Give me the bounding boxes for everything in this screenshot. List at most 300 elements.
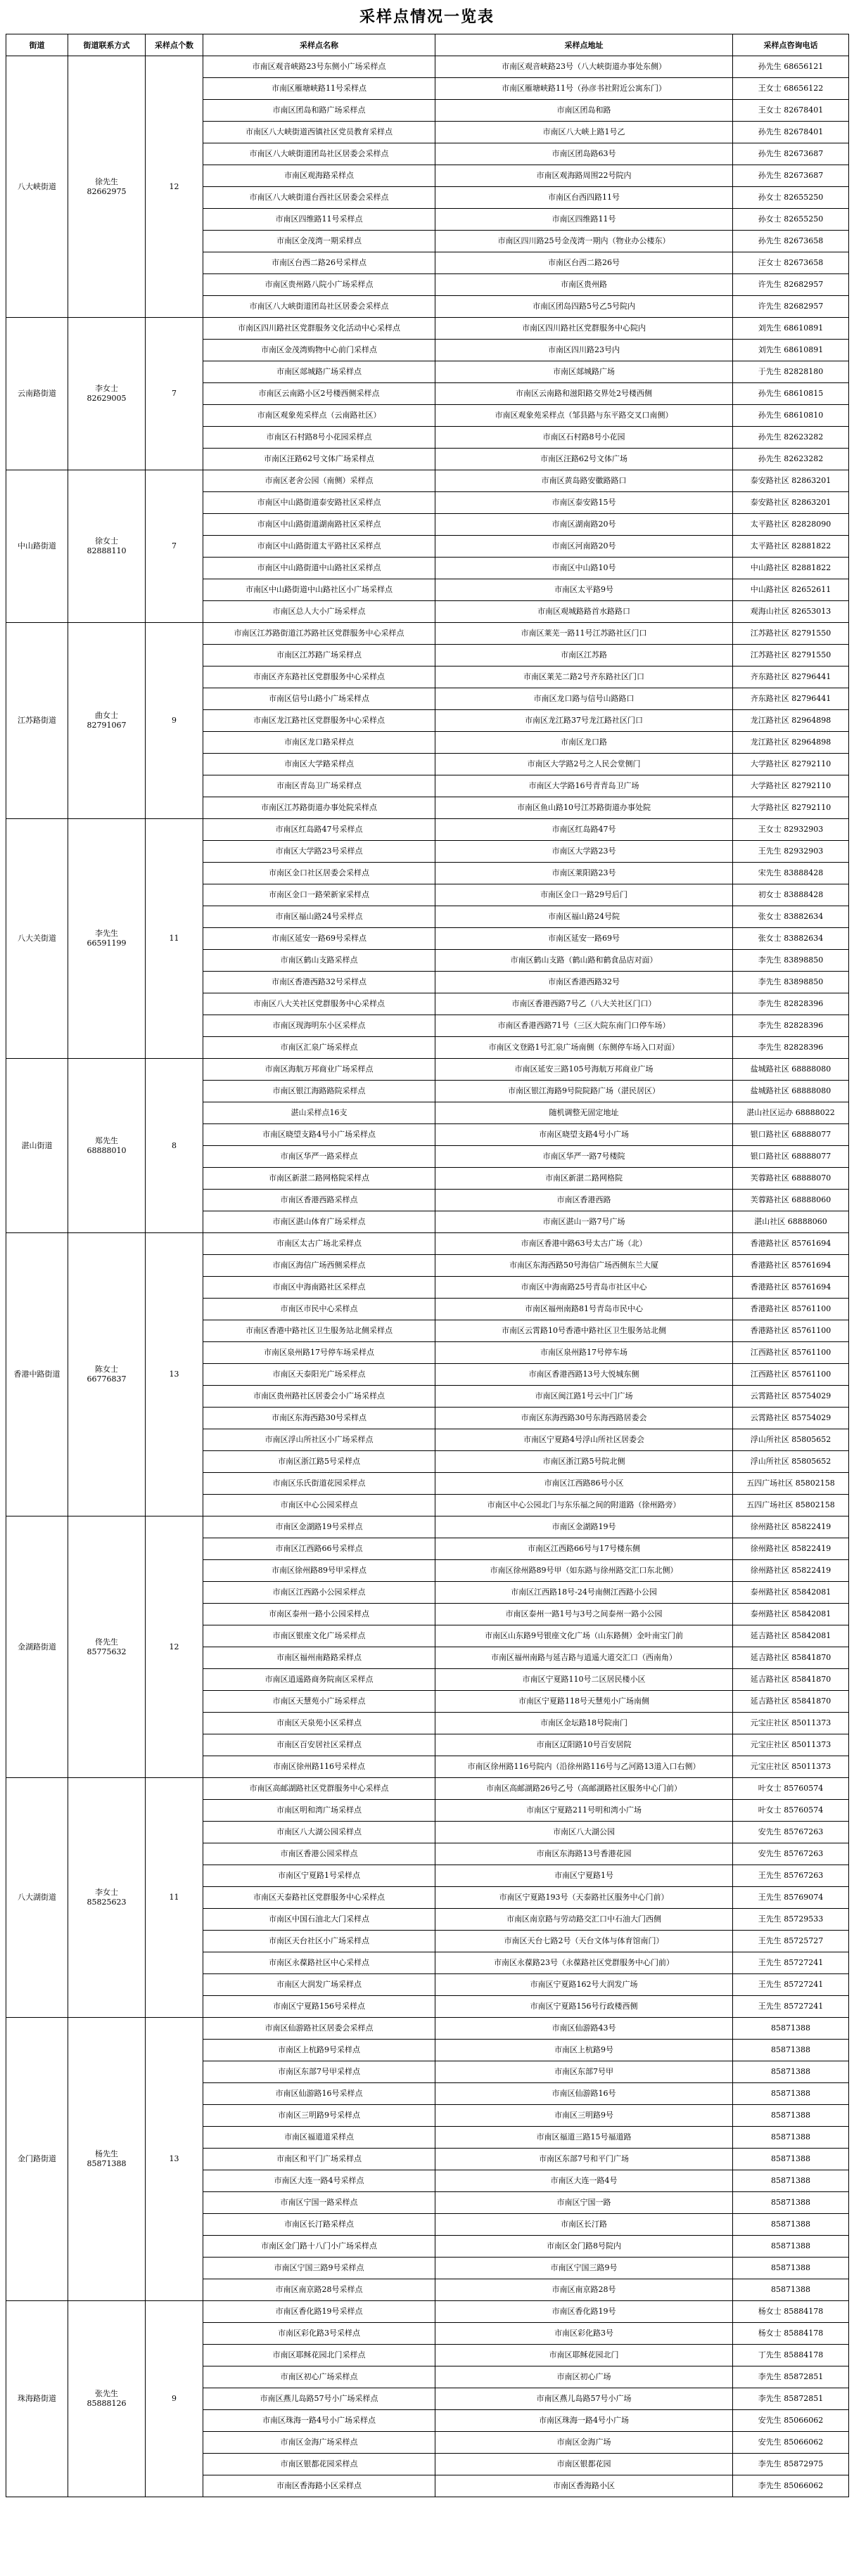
- point-address-cell: 市南区宁夏路118号天慧苑小广场南侧: [435, 1691, 733, 1713]
- point-name-cell: 市南区中山路街道中山路社区小广场采样点: [203, 579, 435, 601]
- point-name-cell: 市南区逍遥路商务院南区采样点: [203, 1669, 435, 1691]
- point-address-cell: 市南区江苏路: [435, 645, 733, 666]
- point-phone-cell: 王先生 85727241: [733, 1996, 849, 2018]
- point-phone-cell: 汪女士 82673658: [733, 252, 849, 274]
- point-address-cell: 市南区雁塘峡路11号（孙彦书社附近公寓东门）: [435, 78, 733, 100]
- point-address-cell: 市南区团岛四路5号乙5号院内: [435, 296, 733, 318]
- point-address-cell: 市南区台西二路26号: [435, 252, 733, 274]
- point-phone-cell: 泰安路社区 82863201: [733, 470, 849, 492]
- street-contact-cell: [68, 56, 146, 318]
- point-phone-cell: 齐东路社区 82796441: [733, 666, 849, 688]
- point-name-cell: 市南区宁夏路1号采样点: [203, 1865, 435, 1887]
- point-address-cell: 市南区八大湖公园: [435, 1822, 733, 1843]
- point-name-cell: 市南区彩化路3号采样点: [203, 2323, 435, 2345]
- point-phone-cell: 徐州路社区 85822419: [733, 1538, 849, 1560]
- point-address-cell: 市南区江西路18号-24号南侧江西路小公园: [435, 1582, 733, 1604]
- point-phone-cell: 王先生 85727241: [733, 1952, 849, 1974]
- table-row: [6, 623, 849, 645]
- point-address-cell: 市南区高邮湖路26号乙号（高邮湖路社区服务中心门前）: [435, 1778, 733, 1800]
- street-contact-name: 佟先生: [95, 1637, 118, 1647]
- point-phone-cell: 龙江路社区 82964898: [733, 710, 849, 732]
- point-count-cell: 9: [146, 623, 203, 819]
- point-name-cell: 市南区徐州路116号采样点: [203, 1756, 435, 1778]
- point-address-cell: 市南区福山路24号院: [435, 906, 733, 928]
- point-phone-cell: 太平路社区 82881822: [733, 536, 849, 558]
- point-address-cell: 市南区团岛路63号: [435, 143, 733, 165]
- point-name-cell: 市南区八大湖公园采样点: [203, 1822, 435, 1843]
- point-address-cell: 市南区辽阳路10号百安居院: [435, 1734, 733, 1756]
- point-phone-cell: 李先生 82828396: [733, 1015, 849, 1037]
- point-address-cell: 市南区太平路9号: [435, 579, 733, 601]
- point-phone-cell: 云霄路社区 85754029: [733, 1408, 849, 1429]
- point-address-cell: 市南区宁夏路156号行政楼西侧: [435, 1996, 733, 2018]
- street-name-cell: 江苏路街道: [6, 623, 68, 819]
- point-phone-cell: 延吉路社区 85841870: [733, 1647, 849, 1669]
- point-phone-cell: 江西路社区 85761100: [733, 1342, 849, 1364]
- point-address-cell: 市南区八大峡上路1号乙: [435, 122, 733, 143]
- point-phone-cell: 85871388: [733, 2105, 849, 2127]
- street-contact-cell: [68, 2301, 146, 2497]
- point-count-cell: 11: [146, 819, 203, 1059]
- street-contact-name: 李女士: [95, 384, 118, 393]
- street-contact-phone: 82662975: [87, 186, 127, 196]
- point-address-cell: 市南区宁夏路193号（天泰路社区服务中心门前）: [435, 1887, 733, 1909]
- point-name-cell: 市南区雁塘峡路11号采样点: [203, 78, 435, 100]
- point-phone-cell: 延吉路社区 85841870: [733, 1669, 849, 1691]
- point-name-cell: 市南区延安一路69号采样点: [203, 928, 435, 950]
- point-address-cell: 市南区泉州路17号停车场: [435, 1342, 733, 1364]
- point-name-cell: 市南区天泉苑小区采样点: [203, 1713, 435, 1734]
- point-name-cell: 市南区天台社区小广场采样点: [203, 1931, 435, 1952]
- point-name-cell: 市南区三明路9号采样点: [203, 2105, 435, 2127]
- street-contact-cell: [68, 318, 146, 470]
- point-address-cell: 市南区黄岛路安徽路路口: [435, 470, 733, 492]
- point-name-cell: 市南区宁夏路156号采样点: [203, 1996, 435, 2018]
- point-phone-cell: 85871388: [733, 2040, 849, 2061]
- point-address-cell: 市南区泰安路15号: [435, 492, 733, 514]
- point-address-cell: 市南区四川路25号金茂湾一期内（物业办公楼东）: [435, 231, 733, 252]
- point-count-cell: 12: [146, 56, 203, 318]
- point-phone-cell: 王先生 85725727: [733, 1931, 849, 1952]
- point-address-cell: 市南区莱芜一路11号江苏路社区门口: [435, 623, 733, 645]
- point-name-cell: 市南区初心广场采样点: [203, 2366, 435, 2388]
- point-address-cell: 市南区河南路20号: [435, 536, 733, 558]
- point-address-cell: 市南区中山路10号: [435, 558, 733, 579]
- point-count-cell: 7: [146, 318, 203, 470]
- point-address-cell: 市南区龙口路: [435, 732, 733, 754]
- table-row: [6, 1233, 849, 1255]
- point-name-cell: 市南区汪路62号文体广场采样点: [203, 449, 435, 470]
- table-row: [6, 819, 849, 841]
- point-name-cell: 市南区海航万邦商业广场采样点: [203, 1059, 435, 1081]
- point-address-cell: 市南区东部7号和平门广场: [435, 2149, 733, 2170]
- point-name-cell: 市南区天慧苑小广场采样点: [203, 1691, 435, 1713]
- point-address-cell: 市南区宁国三路9号: [435, 2258, 733, 2279]
- point-name-cell: 市南区江苏路街道办事处院采样点: [203, 797, 435, 819]
- street-name-cell: 云南路街道: [6, 318, 68, 470]
- street-contact-name: 张先生: [95, 2389, 118, 2398]
- point-name-cell: 市南区四维路11号采样点: [203, 209, 435, 231]
- table-row: [6, 2301, 849, 2323]
- point-name-cell: 市南区和平门广场采样点: [203, 2149, 435, 2170]
- street-contact-phone: 82888110: [87, 546, 127, 555]
- point-phone-cell: 太平路社区 82828090: [733, 514, 849, 536]
- point-address-cell: 市南区观城路路首水路路口: [435, 601, 733, 623]
- point-phone-cell: 李先生 85066062: [733, 2475, 849, 2497]
- point-address-cell: 市南区湖南路20号: [435, 514, 733, 536]
- point-phone-cell: 五四广场社区 85802158: [733, 1495, 849, 1516]
- point-phone-cell: 85871388: [733, 2258, 849, 2279]
- point-name-cell: 市南区大连一路4号采样点: [203, 2170, 435, 2192]
- point-address-cell: 市南区四川路23号内: [435, 340, 733, 361]
- point-name-cell: 市南区金口社区居委会采样点: [203, 863, 435, 884]
- point-phone-cell: 芙蓉路社区 68888060: [733, 1190, 849, 1211]
- point-name-cell: 市南区仙游路16号采样点: [203, 2083, 435, 2105]
- point-address-cell: 市南区大连一路4号: [435, 2170, 733, 2192]
- point-phone-cell: 大学路社区 82792110: [733, 775, 849, 797]
- point-name-cell: 市南区燕儿岛路57号小广场采样点: [203, 2388, 435, 2410]
- table-row: [6, 470, 849, 492]
- point-address-cell: 市南区燕儿岛路57号小广场: [435, 2388, 733, 2410]
- point-phone-cell: 盐城路社区 68888080: [733, 1081, 849, 1102]
- point-address-cell: 市南区珠海一路4号小广场: [435, 2410, 733, 2432]
- point-phone-cell: 延吉路社区 85841870: [733, 1691, 849, 1713]
- point-phone-cell: 孙先生 68610815: [733, 383, 849, 405]
- point-name-cell: 市南区四川路社区党群服务文化活动中心采样点: [203, 318, 435, 340]
- point-address-cell: 市南区晓望支路4号小广场: [435, 1124, 733, 1146]
- point-name-cell: 市南区上杭路9号采样点: [203, 2040, 435, 2061]
- header-point-name: 采样点名称: [203, 34, 435, 56]
- point-address-cell: 随机调整无固定地址: [435, 1102, 733, 1124]
- street-name-cell: 八大湖街道: [6, 1778, 68, 2018]
- point-phone-cell: 孙先生 82673687: [733, 143, 849, 165]
- point-count-cell: 12: [146, 1516, 203, 1778]
- point-name-cell: 市南区中海南路社区采样点: [203, 1277, 435, 1299]
- point-address-cell: 市南区香港西路32号: [435, 972, 733, 993]
- point-address-cell: 市南区宁夏路162号大润发广场: [435, 1974, 733, 1996]
- point-phone-cell: 安先生 85767263: [733, 1822, 849, 1843]
- point-name-cell: 市南区现海明东小区采样点: [203, 1015, 435, 1037]
- point-name-cell: 市南区银江海路路院采样点: [203, 1081, 435, 1102]
- point-name-cell: 市南区永葆路社区中心采样点: [203, 1952, 435, 1974]
- point-address-cell: 市南区徐州路116号院内（沿徐州路116号与乙河路13道入口右侧）: [435, 1756, 733, 1778]
- point-address-cell: 市南区四维路11号: [435, 209, 733, 231]
- point-phone-cell: 香港路社区 85761694: [733, 1233, 849, 1255]
- street-contact-name: 郑先生: [95, 1135, 118, 1145]
- point-address-cell: 市南区仙游路16号: [435, 2083, 733, 2105]
- point-phone-cell: 张女士 83882634: [733, 906, 849, 928]
- point-count-cell: 7: [146, 470, 203, 623]
- point-address-cell: 市南区四川路社区党群服务中心院内: [435, 318, 733, 340]
- page-title: 采样点情况一览表: [359, 8, 495, 26]
- point-name-cell: 市南区明和湾广场采样点: [203, 1800, 435, 1822]
- point-phone-cell: 盐城路社区 68888080: [733, 1059, 849, 1081]
- point-phone-cell: 张女士 83882634: [733, 928, 849, 950]
- point-address-cell: 市南区中海南路25号青岛市社区中心: [435, 1277, 733, 1299]
- point-phone-cell: 许先生 82682957: [733, 296, 849, 318]
- point-phone-cell: 安先生 85066062: [733, 2432, 849, 2454]
- point-phone-cell: 大学路社区 82792110: [733, 754, 849, 775]
- point-name-cell: 市南区信号山路小广场采样点: [203, 688, 435, 710]
- point-address-cell: 市南区南京路28号: [435, 2279, 733, 2301]
- point-phone-cell: 香港路社区 85761694: [733, 1277, 849, 1299]
- point-name-cell: 市南区中山路街道湖南路社区采样点: [203, 514, 435, 536]
- table-row: [6, 56, 849, 78]
- point-name-cell: 市南区福山路24号采样点: [203, 906, 435, 928]
- street-contact-cell: [68, 1516, 146, 1778]
- point-phone-cell: 丁先生 85884178: [733, 2345, 849, 2366]
- point-phone-cell: 中山路社区 82652611: [733, 579, 849, 601]
- point-name-cell: 市南区南京路28号采样点: [203, 2279, 435, 2301]
- point-address-cell: 市南区银江海路9号院院路广场（湛民居区）: [435, 1081, 733, 1102]
- point-phone-cell: 杨女士 85884178: [733, 2301, 849, 2323]
- point-address-cell: 市南区浙江路5号院北侧: [435, 1451, 733, 1473]
- point-phone-cell: 李先生 85872851: [733, 2366, 849, 2388]
- point-address-cell: 市南区新湛二路网格院: [435, 1168, 733, 1190]
- point-name-cell: 市南区宁国三路9号采样点: [203, 2258, 435, 2279]
- point-name-cell: 市南区八大峡街道团岛社区居委会采样点: [203, 296, 435, 318]
- point-phone-cell: 85871388: [733, 2236, 849, 2258]
- point-phone-cell: 香港路社区 85761100: [733, 1299, 849, 1320]
- point-phone-cell: 徐州路社区 85822419: [733, 1560, 849, 1582]
- point-name-cell: 市南区银座文化广场采样点: [203, 1625, 435, 1647]
- point-phone-cell: 孙先生 82673687: [733, 165, 849, 187]
- point-name-cell: 市南区团岛和路广场采样点: [203, 100, 435, 122]
- street-contact-phone: 85775632: [87, 1647, 127, 1656]
- point-address-cell: 市南区宁夏路110号二区居民楼小区: [435, 1669, 733, 1691]
- point-phone-cell: 王女士 68656122: [733, 78, 849, 100]
- point-address-cell: 市南区彩化路3号: [435, 2323, 733, 2345]
- point-phone-cell: 元宝庄社区 85011373: [733, 1756, 849, 1778]
- point-name-cell: 市南区浮山所社区小广场采样点: [203, 1429, 435, 1451]
- point-address-cell: 市南区东海西路30号东海西路居委会: [435, 1408, 733, 1429]
- point-address-cell: 市南区中心公园北门与东乐福之间的附道路（徐州路旁）: [435, 1495, 733, 1516]
- point-name-cell: 市南区徐州路89号甲采样点: [203, 1560, 435, 1582]
- point-phone-cell: 李先生 83898850: [733, 950, 849, 972]
- point-phone-cell: 85871388: [733, 2083, 849, 2105]
- point-address-cell: 市南区台西四路11号: [435, 187, 733, 209]
- point-name-cell: 市南区贵州路社区居委会小广场采样点: [203, 1386, 435, 1408]
- point-phone-cell: 孙先生 68656121: [733, 56, 849, 78]
- point-address-cell: 市南区金湖路19号: [435, 1516, 733, 1538]
- point-phone-cell: 芙蓉路社区 68888070: [733, 1168, 849, 1190]
- point-phone-cell: 李先生 82828396: [733, 1037, 849, 1059]
- point-name-cell: 市南区八大峡街道台西社区居委会采样点: [203, 187, 435, 209]
- point-name-cell: 市南区大润发广场采样点: [203, 1974, 435, 1996]
- table-header-row: [6, 34, 849, 56]
- point-address-cell: 市南区龙江路37号龙江路社区门口: [435, 710, 733, 732]
- point-phone-cell: 85871388: [733, 2192, 849, 2214]
- street-contact-name: 杨先生: [95, 2149, 118, 2158]
- point-name-cell: 市南区江西路小公园采样点: [203, 1582, 435, 1604]
- point-address-cell: 市南区鱼山路10号江苏路街道办事处院: [435, 797, 733, 819]
- street-contact-phone: 68888010: [87, 1145, 127, 1155]
- street-contact-cell: [68, 470, 146, 623]
- point-name-cell: 湛山采样点16支: [203, 1102, 435, 1124]
- point-address-cell: 市南区文登路1号汇泉广场南侧（东侧停车场入口对面）: [435, 1037, 733, 1059]
- point-name-cell: 市南区浙江路5号采样点: [203, 1451, 435, 1473]
- point-address-cell: 市南区永葆路23号（永葆路社区党群服务中心门前）: [435, 1952, 733, 1974]
- street-contact-phone: 66591199: [87, 939, 127, 948]
- street-contact-name: 李先生: [95, 929, 118, 938]
- point-phone-cell: 李先生 85872975: [733, 2454, 849, 2475]
- point-phone-cell: 孙先生 82623282: [733, 427, 849, 449]
- point-address-cell: 市南区香海路小区: [435, 2475, 733, 2497]
- point-phone-cell: 云霄路社区 85754029: [733, 1386, 849, 1408]
- point-address-cell: 市南区郯城路广场: [435, 361, 733, 383]
- point-name-cell: 市南区中山路街道太平路社区采样点: [203, 536, 435, 558]
- point-name-cell: 市南区东海西路30号采样点: [203, 1408, 435, 1429]
- point-name-cell: 市南区香港西路采样点: [203, 1190, 435, 1211]
- street-contact-name: 曲女士: [95, 711, 118, 720]
- point-name-cell: 市南区香港中路社区卫生服务站北侧采样点: [203, 1320, 435, 1342]
- street-contact-phone: 66776837: [87, 1374, 127, 1384]
- point-address-cell: 市南区大学路2号之人民会堂侧门: [435, 754, 733, 775]
- point-phone-cell: 中山路社区 82881822: [733, 558, 849, 579]
- point-phone-cell: 五四广场社区 85802158: [733, 1473, 849, 1495]
- street-contact-name: 徐先生: [95, 176, 118, 186]
- point-phone-cell: 孙女士 82655250: [733, 187, 849, 209]
- point-name-cell: 市南区仙游路社区居委会采样点: [203, 2018, 435, 2040]
- point-address-cell: 市南区延安三路105号海航万邦商业广场: [435, 1059, 733, 1081]
- point-name-cell: 市南区市民中心采样点: [203, 1299, 435, 1320]
- point-name-cell: 市南区金口一路荣新家采样点: [203, 884, 435, 906]
- header-street-contact: 街道联系方式: [68, 34, 146, 56]
- point-name-cell: 市南区八大峡街道西镇社区党员教育采样点: [203, 122, 435, 143]
- point-name-cell: 市南区江西路66号采样点: [203, 1538, 435, 1560]
- point-address-cell: 市南区东海路13号香港花园: [435, 1843, 733, 1865]
- point-count-cell: 11: [146, 1778, 203, 2018]
- point-phone-cell: 85871388: [733, 2061, 849, 2083]
- point-address-cell: 市南区龙口路与信号山路路口: [435, 688, 733, 710]
- point-phone-cell: 王先生 85727241: [733, 1974, 849, 1996]
- point-phone-cell: 湛山社区运办 68888022: [733, 1102, 849, 1124]
- street-contact-cell: [68, 1778, 146, 2018]
- point-address-cell: 市南区福州南路与延吉路与逍遥大道交汇口（西南角）: [435, 1647, 733, 1669]
- point-name-cell: 市南区云南路小区2号楼西侧采样点: [203, 383, 435, 405]
- point-phone-cell: 李先生 82828396: [733, 993, 849, 1015]
- point-name-cell: 市南区龙江路社区党群服务中心采样点: [203, 710, 435, 732]
- point-phone-cell: 85871388: [733, 2214, 849, 2236]
- point-phone-cell: 杨女士 85884178: [733, 2323, 849, 2345]
- point-name-cell: 市南区龙口路采样点: [203, 732, 435, 754]
- point-phone-cell: 叶女士 85760574: [733, 1778, 849, 1800]
- point-address-cell: 市南区汪路62号文体广场: [435, 449, 733, 470]
- street-contact-phone: 82791067: [87, 721, 127, 730]
- point-address-cell: 市南区东海西路50号海信广场西侧东兰大厦: [435, 1255, 733, 1277]
- point-address-cell: 市南区宁夏路211号明和湾小广场: [435, 1800, 733, 1822]
- point-address-cell: 市南区香港中路63号太古广场（北）: [435, 1233, 733, 1255]
- point-name-cell: 市南区石村路8号小花园采样点: [203, 427, 435, 449]
- point-name-cell: 市南区湛山体育广场采样点: [203, 1211, 435, 1233]
- point-name-cell: 市南区大学路采样点: [203, 754, 435, 775]
- point-address-cell: 市南区莱阳路23号: [435, 863, 733, 884]
- point-phone-cell: 王女士 82678401: [733, 100, 849, 122]
- point-phone-cell: 元宝庄社区 85011373: [733, 1713, 849, 1734]
- point-address-cell: 市南区香港西路7号乙（八大关社区门口）: [435, 993, 733, 1015]
- point-name-cell: 市南区高邮湖路社区党群服务中心采样点: [203, 1778, 435, 1800]
- street-name-cell: 金湖路街道: [6, 1516, 68, 1778]
- point-address-cell: 市南区香港西路13号大悦城东侧: [435, 1364, 733, 1386]
- point-phone-cell: 安先生 85767263: [733, 1843, 849, 1865]
- point-address-cell: 市南区江西路66号与17号楼东侧: [435, 1538, 733, 1560]
- point-phone-cell: 85871388: [733, 2018, 849, 2040]
- point-count-cell: 13: [146, 1233, 203, 1516]
- street-contact-cell: [68, 819, 146, 1059]
- table-row: [6, 1778, 849, 1800]
- point-name-cell: 市南区福道道采样点: [203, 2127, 435, 2149]
- header-street: 街道: [6, 34, 68, 56]
- point-count-cell: 8: [146, 1059, 203, 1233]
- point-name-cell: 市南区观海路采样点: [203, 165, 435, 187]
- street-contact-name: 徐女士: [95, 536, 118, 546]
- point-address-cell: 市南区耶稣花园北门: [435, 2345, 733, 2366]
- table-row: [6, 1059, 849, 1081]
- point-phone-cell: 85871388: [733, 2149, 849, 2170]
- header-point-count: 采样点个数: [146, 34, 203, 56]
- street-contact-cell: [68, 1059, 146, 1233]
- point-name-cell: 市南区金海广场采样点: [203, 2432, 435, 2454]
- point-phone-cell: 孙先生 82673658: [733, 231, 849, 252]
- point-address-cell: 市南区金门路8号院内: [435, 2236, 733, 2258]
- point-name-cell: 市南区观象苑采样点（云南路社区）: [203, 405, 435, 427]
- point-phone-cell: 叶女士 85760574: [733, 1800, 849, 1822]
- table-body: [6, 56, 849, 2497]
- point-address-cell: 市南区金口一路29号后门: [435, 884, 733, 906]
- point-address-cell: 市南区闽江路1号云中门广场: [435, 1386, 733, 1408]
- point-phone-cell: 王女士 82932903: [733, 819, 849, 841]
- point-name-cell: 市南区泰州一路小公园采样点: [203, 1604, 435, 1625]
- point-name-cell: 市南区郯城路广场采样点: [203, 361, 435, 383]
- street-name-cell: 珠海路街道: [6, 2301, 68, 2497]
- point-address-cell: 市南区观海路周围22号院内: [435, 165, 733, 187]
- point-name-cell: 市南区晓望支路4号小广场采样点: [203, 1124, 435, 1146]
- point-phone-cell: 初女士 83888428: [733, 884, 849, 906]
- point-phone-cell: 李先生 83898850: [733, 972, 849, 993]
- point-address-cell: 市南区福州南路81号青岛市民中心: [435, 1299, 733, 1320]
- point-phone-cell: 大学路社区 82792110: [733, 797, 849, 819]
- point-name-cell: 市南区华严一路采样点: [203, 1146, 435, 1168]
- street-name-cell: 八大峡街道: [6, 56, 68, 318]
- point-name-cell: 市南区中国石油北大门采样点: [203, 1909, 435, 1931]
- street-contact-cell: [68, 623, 146, 819]
- point-address-cell: 市南区银都花园: [435, 2454, 733, 2475]
- point-name-cell: 市南区珠海一路4号小广场采样点: [203, 2410, 435, 2432]
- point-phone-cell: 泰安路社区 82863201: [733, 492, 849, 514]
- point-name-cell: 市南区中山路街道中山路社区采样点: [203, 558, 435, 579]
- sampling-points-table: [6, 34, 849, 2497]
- point-name-cell: 市南区太古广场北采样点: [203, 1233, 435, 1255]
- point-name-cell: 市南区观音峡路23号东侧小广场采样点: [203, 56, 435, 78]
- point-name-cell: 市南区天泰阳光广场采样点: [203, 1364, 435, 1386]
- point-name-cell: 市南区香海路小区采样点: [203, 2475, 435, 2497]
- point-phone-cell: 龙江路社区 82964898: [733, 732, 849, 754]
- point-phone-cell: 香港路社区 85761100: [733, 1320, 849, 1342]
- point-name-cell: 市南区汇泉广场采样点: [203, 1037, 435, 1059]
- point-phone-cell: 85871388: [733, 2170, 849, 2192]
- point-phone-cell: 延吉路社区 85842081: [733, 1625, 849, 1647]
- point-phone-cell: 85871388: [733, 2127, 849, 2149]
- point-address-cell: 市南区香化路19号: [435, 2301, 733, 2323]
- point-name-cell: 市南区大学路23号采样点: [203, 841, 435, 863]
- header-point-address: 采样点地址: [435, 34, 733, 56]
- point-phone-cell: 王先生 85769074: [733, 1887, 849, 1909]
- point-name-cell: 市南区江苏路广场采样点: [203, 645, 435, 666]
- point-address-cell: 市南区香港西路: [435, 1190, 733, 1211]
- point-phone-cell: 齐东路社区 82796441: [733, 688, 849, 710]
- point-address-cell: 市南区石村路8号小花园: [435, 427, 733, 449]
- point-name-cell: 市南区江苏路街道江苏路社区党群服务中心采样点: [203, 623, 435, 645]
